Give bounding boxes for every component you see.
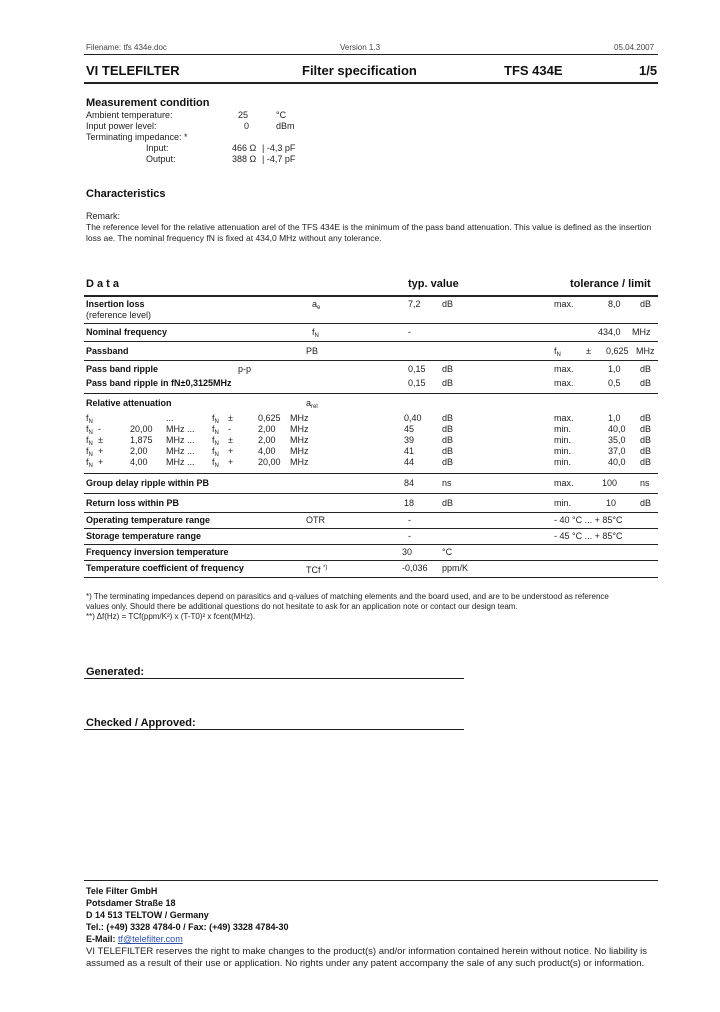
footer-phone: Tel.: (+49) 3328 4784-0 / Fax: (+49) 3328 4784-30	[86, 922, 289, 932]
generated-label: Generated:	[86, 666, 145, 678]
footer-divider	[84, 880, 658, 881]
attenuation-row	[86, 457, 658, 468]
passband-fn: $f_N$	[554, 346, 561, 358]
attenuation-row	[86, 424, 658, 435]
att-o1: ±	[98, 435, 103, 445]
ambient-unit: °C	[276, 110, 287, 120]
freq-symbol: $f_N$	[86, 457, 93, 469]
att-o2: ±	[228, 435, 233, 445]
table-row: Insertion loss $a_e$ 7,2 dB max. 8,0 dB	[86, 299, 658, 310]
footer-city: D 14 513 TELTOW / Germany	[86, 910, 209, 920]
att-lim: min.	[554, 446, 572, 456]
footer-company: Tele Filter GmbH	[86, 886, 158, 896]
att-typ: 0,40	[404, 413, 422, 423]
checked-label: Checked / Approved:	[86, 717, 196, 729]
att-u1: MHz ...	[166, 435, 195, 445]
row-divider	[84, 473, 658, 474]
freq-symbol: $f_N$	[212, 413, 219, 425]
output-value: 388 Ω	[232, 154, 257, 164]
att-v1: 2,00	[130, 446, 148, 456]
att-limunit: dB	[640, 435, 652, 445]
att-unit: dB	[442, 435, 454, 445]
row-divider	[84, 528, 658, 529]
freq-symbol: $f_N$	[86, 435, 93, 447]
freq-symbol: $f_N$	[212, 446, 219, 458]
att-u1: MHz ...	[166, 457, 195, 467]
row-divider	[84, 323, 658, 324]
table-row: Pass band ripple p-p 0,15 dB max. 1,0 dB	[86, 364, 652, 374]
att-u2: MHz	[290, 424, 309, 434]
remark-line-1: The reference level for the relative attenuation arel of the TFS 434E is the minimum of the pass band attenuation. This value is defined as the insertion	[86, 222, 652, 232]
table-header-divider	[84, 295, 658, 297]
att-v1: 1,875	[130, 435, 153, 445]
table-row: Temperature coefficient of frequency TCf *) -0,036 ppm/K	[86, 563, 469, 575]
att-limunit: dB	[640, 457, 652, 467]
row-divider	[84, 341, 658, 342]
att-v2: 4,00	[258, 446, 276, 456]
att-limunit: dB	[640, 446, 652, 456]
note-2: values only. Should there be additional questions do not hesitate to ask for an application note or contact our design team.	[86, 602, 518, 611]
version: Version 1.3	[340, 43, 381, 52]
att-limval: 40,0	[608, 457, 626, 467]
disclaimer-1: VI TELEFILTER reserves the right to make changes to the product(s) and/or information contained herein without notice. No liability is	[86, 946, 647, 957]
freq-symbol: $f_N$	[212, 457, 219, 469]
table-row: Nominal frequency $f_N$ - 434,0 MHz	[86, 327, 658, 338]
att-limval: 40,0	[608, 424, 626, 434]
ambient-value: 25	[238, 110, 249, 120]
email-link[interactable]: tf@telefilter.com	[118, 934, 183, 944]
power-unit: dBm	[276, 121, 295, 131]
table-bottom-divider	[84, 577, 658, 578]
output-cap: | -4,7 pF	[262, 154, 296, 164]
att-v1: 4,00	[130, 457, 148, 467]
remark-line-2: loss ae. The nominal frequency fN is fixed at 434,0 MHz without any tolerance.	[86, 233, 382, 243]
att-v2: 20,00	[258, 457, 281, 467]
att-unit: dB	[442, 457, 454, 467]
table-row: Relative attenuation $a_{rel}$	[86, 398, 658, 409]
att-u1: MHz ...	[166, 424, 195, 434]
att-lim: min.	[554, 457, 572, 467]
doc-title: Filter specification	[302, 63, 417, 78]
freq-symbol: $f_N$	[86, 424, 93, 436]
att-limunit: dB	[640, 424, 652, 434]
symbol-tcf: TCf *)	[306, 565, 328, 575]
output-label: Output:	[146, 154, 176, 164]
att-v2: 2,00	[258, 424, 276, 434]
attenuation-row	[86, 435, 658, 446]
symbol-arel: $a_{rel}$	[306, 398, 318, 410]
att-u1: ...	[166, 413, 174, 423]
table-header-data: D a t a	[86, 278, 120, 290]
remark-label: Remark:	[86, 211, 121, 221]
att-v1: 20,00	[130, 424, 153, 434]
date: 05.04.2007	[614, 43, 655, 52]
att-typ: 44	[404, 457, 415, 467]
characteristics-title: Characteristics	[86, 188, 166, 200]
att-v2: 0,625	[258, 413, 281, 423]
att-lim: min.	[554, 435, 572, 445]
footer-street: Potsdamer Straße 18	[86, 898, 176, 908]
row-divider	[84, 393, 658, 394]
title-divider	[84, 82, 658, 84]
table-row: Frequency inversion temperature 30 °C	[86, 547, 453, 557]
freq-symbol: $f_N$	[212, 424, 219, 436]
row-divider	[84, 512, 658, 513]
symbol-fn: $f_N$	[312, 327, 319, 339]
note-1: *) The terminating impedances depend on parasitics and q-values of matching elements and the board used, and are to be understood as reference	[86, 592, 609, 601]
att-u1: MHz ...	[166, 446, 195, 456]
att-typ: 45	[404, 424, 415, 434]
table-row: Operating temperature range OTR - - 40 °C ... + 85°C	[86, 515, 623, 525]
att-o1: -	[98, 424, 101, 434]
att-typ: 41	[404, 446, 415, 456]
row-divider	[84, 560, 658, 561]
attenuation-row	[86, 446, 658, 457]
ambient-label: Ambient temperature:	[86, 110, 173, 120]
att-lim: min.	[554, 424, 572, 434]
att-lim: max.	[554, 413, 574, 423]
att-limval: 1,0	[608, 413, 621, 423]
freq-symbol: $f_N$	[86, 446, 93, 458]
attenuation-row	[86, 413, 658, 424]
row-divider	[84, 360, 658, 361]
row-divider	[84, 493, 658, 494]
att-u2: MHz	[290, 413, 309, 423]
checked-line	[84, 729, 464, 730]
att-limval: 35,0	[608, 435, 626, 445]
input-label: Input:	[146, 143, 169, 153]
table-row: Storage temperature range - - 45 °C ... + 85°C	[86, 531, 623, 541]
att-o1: +	[98, 446, 104, 456]
header-divider	[84, 54, 658, 55]
measurement-title: Measurement condition	[86, 97, 210, 109]
disclaimer-2: assumed as a result of their use or application. No rights under any patent accompany the sale of any such product(s) or information.	[86, 958, 645, 969]
company-name: VI TELEFILTER	[86, 63, 180, 78]
att-typ: 39	[404, 435, 415, 445]
filename: Filename: tfs 434e.doc	[86, 43, 167, 52]
att-limunit: dB	[640, 413, 652, 423]
att-v2: 2,00	[258, 435, 276, 445]
att-unit: dB	[442, 446, 454, 456]
row-divider	[84, 544, 658, 545]
table-row: Group delay ripple within PB 84 ns max. 100 ns	[86, 478, 650, 488]
part-number: TFS 434E	[504, 63, 563, 78]
page-number: 1/5	[639, 63, 658, 78]
table-header-tolerance: tolerance / limit	[570, 278, 651, 290]
att-o2: ±	[228, 413, 233, 423]
att-u2: MHz	[290, 435, 309, 445]
power-value: 0	[244, 121, 250, 131]
att-unit: dB	[442, 413, 454, 423]
att-o2: +	[228, 446, 234, 456]
table-header-typ: typ. value	[408, 278, 459, 290]
input-value: 466 Ω	[232, 143, 257, 153]
att-unit: dB	[442, 424, 454, 434]
input-cap: | -4,3 pF	[262, 143, 296, 153]
freq-symbol: $f_N$	[212, 435, 219, 447]
impedance-label: Terminating impedance: *	[86, 132, 188, 142]
att-limval: 37,0	[608, 446, 626, 456]
power-label: Input power level:	[86, 121, 157, 131]
att-u2: MHz	[290, 446, 309, 456]
att-o1: +	[98, 457, 104, 467]
footer-email-line: E-Mail: tf@telefilter.com	[86, 934, 183, 944]
table-row: Return loss within PB 18 dB min. 10 dB	[86, 498, 652, 508]
note-3: **) Δf(Hz) = TCf(ppm/K²) x (T-T0)² x fcent(MHz).	[86, 612, 255, 621]
table-row: Pass band ripple in fN±0,3125MHz 0,15 dB max. 0,5 dB	[86, 378, 652, 388]
symbol-ae: $a_e$	[312, 299, 321, 311]
generated-line	[84, 678, 464, 679]
att-o2: -	[228, 424, 231, 434]
att-o2: +	[228, 457, 234, 467]
table-row: Passband PB $f_N$ ± 0,625 MHz	[86, 346, 658, 357]
table-row-sub: (reference level)	[86, 310, 152, 320]
freq-symbol: $f_N$	[86, 413, 93, 425]
att-u2: MHz	[290, 457, 309, 467]
